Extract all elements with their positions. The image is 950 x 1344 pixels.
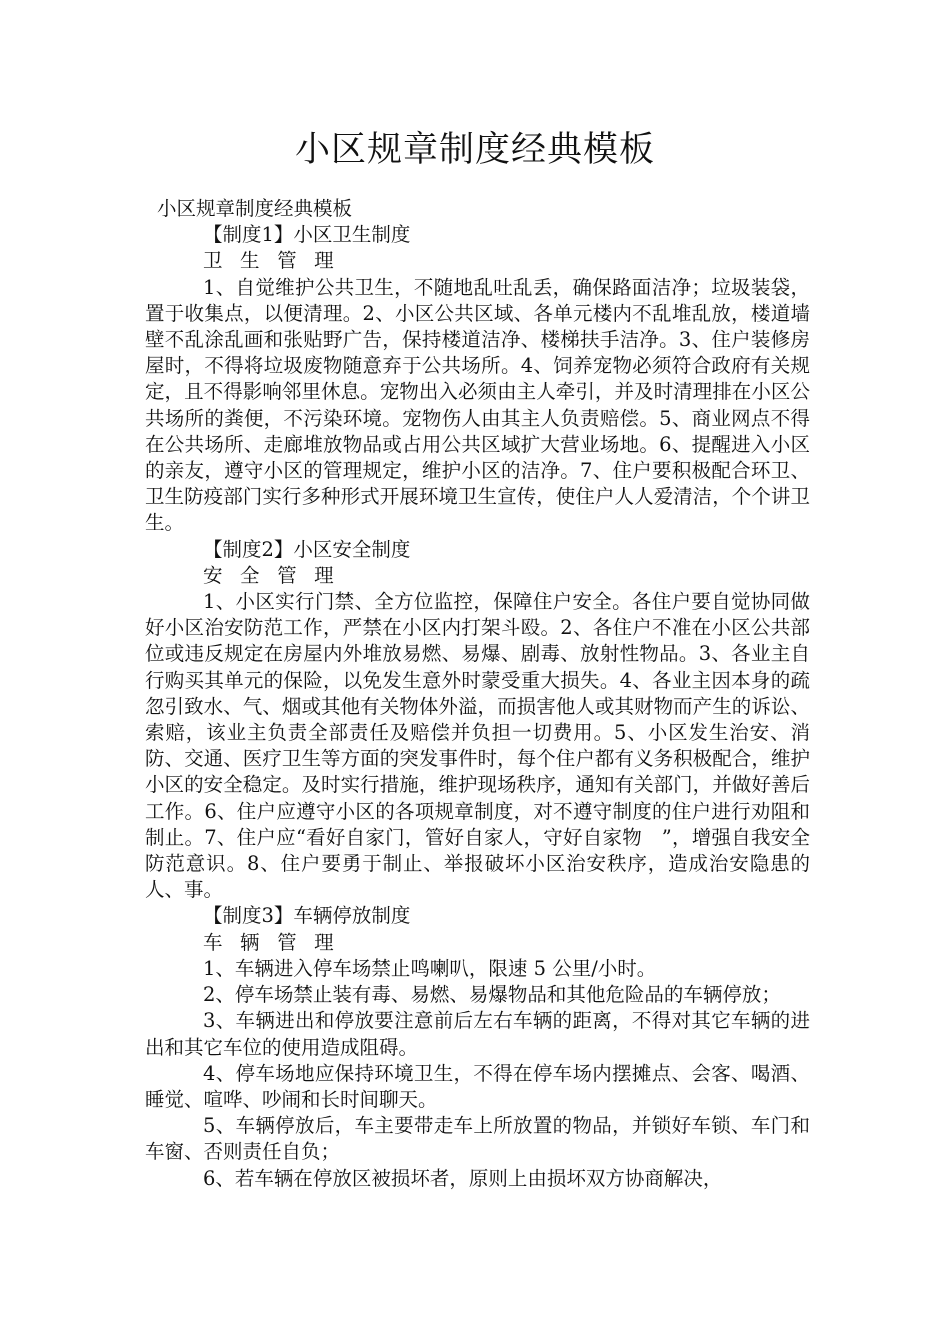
section-heading: 【制度2】小区安全制度 <box>203 537 411 561</box>
section-subheading: 车辆管理 <box>203 930 352 954</box>
document-subtitle: 小区规章制度经典模板 <box>157 197 353 220</box>
section-subheading: 卫生管理 <box>203 249 352 273</box>
document-body <box>145 196 810 1192</box>
section-paragraph: 1、自觉维护公共卫生，不随地乱吐乱丢，确保路面洁净；垃圾装袋，置于收集点，以便清理。2、小区公共区域、各单元楼内不乱堆乱放，楼道墙壁不乱涂乱画和张贴野广告，保持楼道洁净、楼梯扶手洁净。3、住户装修房屋时，不得将垃圾废物随意弃于公共场所。4、饲养宠物必须符合政府有关规定，且不得影响邻里休息。宠物出入必须由主人牵引，并及时清理排在小区公共场所的粪便，不污染环境。宠物伤人由其主人负责赔偿。5、商业网点不得在公共场所、走廊堆放物品或占用公共区域扩大营业场地。6、提醒进入小区的亲友，遵守小区的管理规定，维护小区的洁净。7、住户要积极配合环卫、卫生防疫部门实行多种形式开展环境卫生宣传，使住户人人爱清洁，个个讲卫生。 <box>145 275 810 535</box>
section-heading: 【制度3】车辆停放制度 <box>203 904 411 928</box>
section-paragraph: 2、停车场禁止装有毒、易燃、易爆物品和其他危险品的车辆停放； <box>203 983 781 1007</box>
section-subheading: 安全管理 <box>203 563 352 587</box>
section-paragraph: 1、小区实行门禁、全方位监控，保障住户安全。各住户要自觉协同做好小区治安防范工作，严禁在小区内打架斗殴。2、各住户不准在小区公共部位或违反规定在房屋内外堆放易燃、易爆、剧毒、放射性物品。3、各业主自行购买其单元的保险，以免发生意外时蒙受重大损失。4、各业主因本身的疏忽引致水、气、烟或其他有关物体外溢，而损害他人或其财物而产生的诉讼、索赔，该业主负责全部责任及赔偿并负担一切费用。5、小区发生治安、消防、交通、医疗卫生等方面的突发事件时，每个住户都有义务积极配合，维护小区的安全稳定。及时实行措施，维护现场秩序，通知有关部门，并做好善后工作。6、住户应遵守小区的各项规章制度，对不遵守制度的住户进行劝阻和制止。7、住户应“看好自家门，管好自家人，守好自家物 ”，增强自我安全防范意识。8、住户要勇于制止、举报破坏小区治安秩序，造成治安隐患的人、事。 <box>145 590 810 902</box>
section-paragraph: 5、车辆停放后，车主要带走车上所放置的物品，并锁好车锁、车门和车窗、否则责任自负； <box>145 1114 810 1164</box>
document-title: 小区规章制度经典模板 <box>294 130 655 170</box>
section-heading: 【制度1】小区卫生制度 <box>203 223 411 247</box>
section-paragraph: 3、车辆进出和停放要注意前后左右车辆的距离，不得对其它车辆的进出和其它车位的使用造成阻碍。 <box>145 1009 810 1059</box>
section-paragraph: 1、车辆进入停车场禁止鸣喇叭，限速 5 公里/小时。 <box>203 956 657 980</box>
section-paragraph: 4、停车场地应保持环境卫生，不得在停车场内摆摊点、会客、喝酒、睡觉、喧哗、吵闹和长时间聊天。 <box>145 1061 810 1111</box>
section-paragraph: 6、若车辆在停放区被损坏者，原则上由损坏双方协商解决， <box>203 1166 723 1190</box>
